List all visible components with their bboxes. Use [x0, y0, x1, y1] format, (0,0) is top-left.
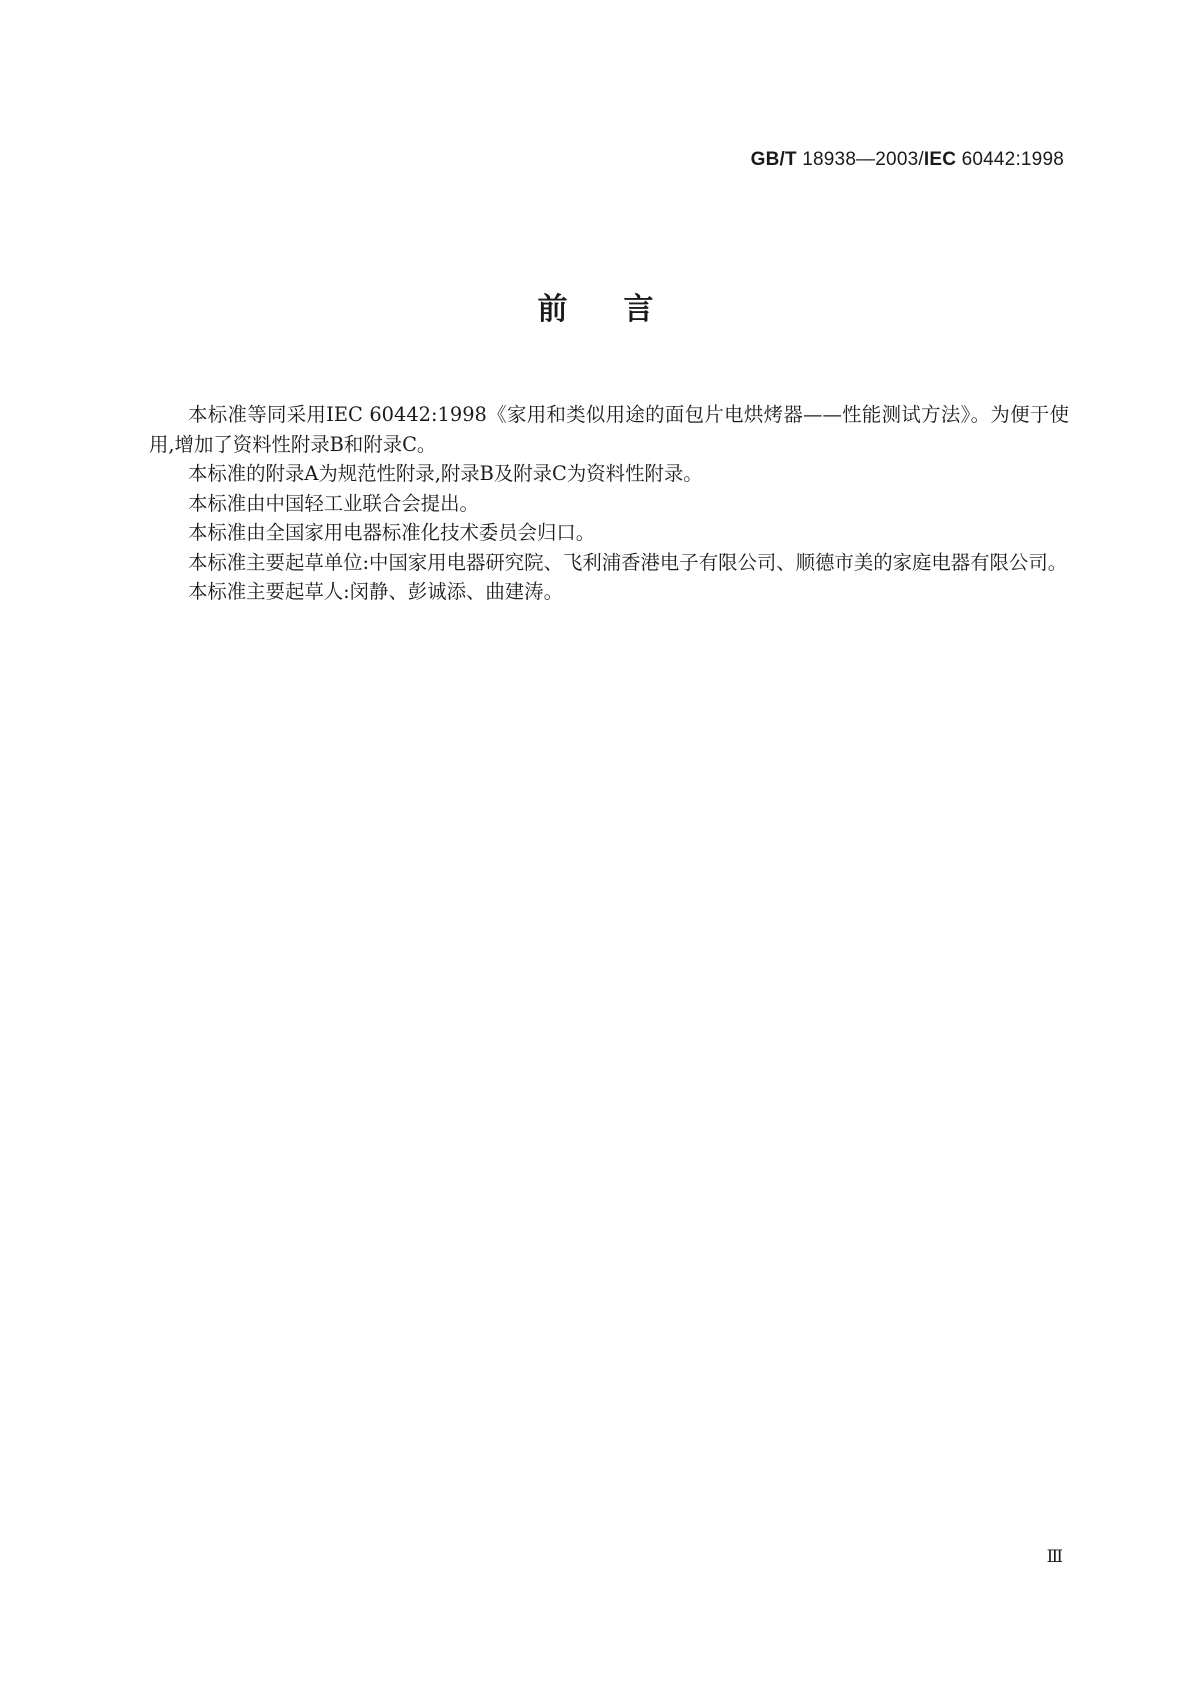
- paragraph-annexes: 本标准的附录A为规范性附录,附录B及附录C为资料性附录。: [188, 462, 703, 485]
- iec-prefix: IEC: [923, 149, 957, 170]
- paragraph-committee: 本标准由全国家用电器标准化技术委员会归口。: [188, 521, 596, 544]
- standard-number: 18938—2003/: [796, 149, 924, 170]
- paragraph-drafters: 本标准主要起草人:闵静、彭诚添、曲建涛。: [188, 580, 563, 603]
- page-title: 前言: [537, 292, 710, 327]
- page-number: Ⅲ: [1046, 1547, 1063, 1567]
- standard-prefix: GB/T: [750, 149, 797, 170]
- foreword-body: [149, 400, 1069, 607]
- paragraph-adoption: 本标准等同采用IEC 60442:1998《家用和类似用途的面包片电烘烤器——性能测试方法》。为便于使用,增加了资料性附录B和附录C。: [149, 403, 1069, 456]
- standard-code-header: [751, 148, 1064, 172]
- iec-number: 60442:1998: [956, 149, 1064, 170]
- paragraph-proposer: 本标准由中国轻工业联合会提出。: [188, 491, 479, 515]
- paragraph-drafting-units: 本标准主要起草单位:中国家用电器研究院、飞利浦香港电子有限公司、顺德市美的家庭电器有限公司。: [188, 550, 1068, 574]
